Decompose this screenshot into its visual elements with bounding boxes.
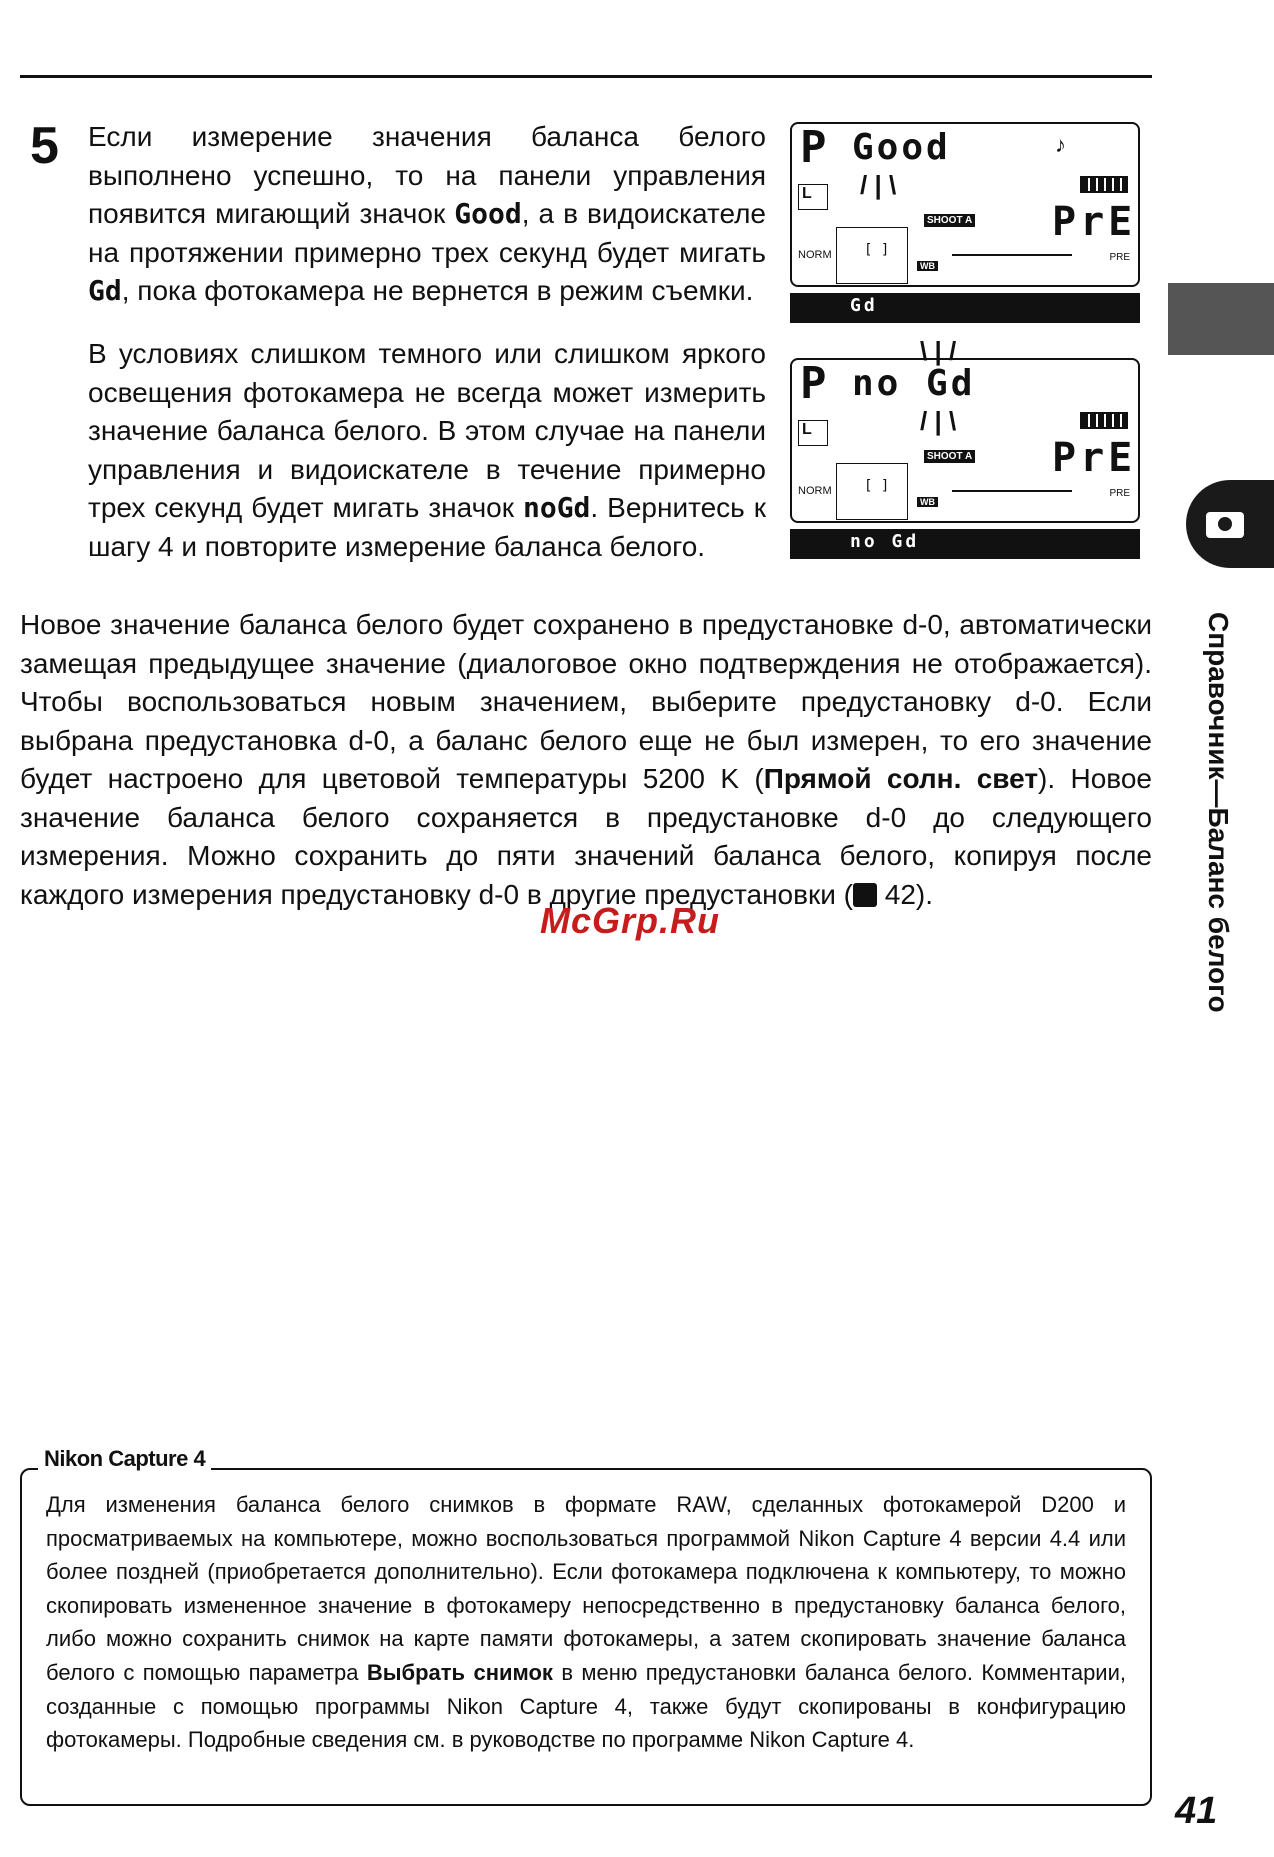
image-size-indicator: L [798, 184, 828, 210]
wb-indicator: WB [917, 497, 938, 507]
camera-lens-icon [1218, 517, 1232, 531]
image-size-indicator: L [798, 420, 828, 446]
select-image-option: Выбрать снимок [366, 1659, 553, 1685]
pre-label: PRE [1109, 488, 1130, 499]
lcd-illustration-nogood [790, 358, 1140, 559]
preset-indicator: PrE [1052, 199, 1137, 245]
step-paragraph-failure: В условиях слишком темного или слишком яркого освещения фотокамера не всегда может измерить значение баланса белого. В этом случае на панели управления и видоискателе в течение примерно трех секунд будет мигать значок noGd. Вернитесь к шагу 4 и повторите измерение баланса белого. [88, 338, 766, 562]
blink-rays-icon: / | \ [860, 170, 897, 200]
af-bracket: [ ] [864, 478, 890, 494]
good-indicator: Good [454, 197, 522, 230]
step-paragraph-success: Если измерение значения баланса белого выполнено успешно, то на панели управления появится мигающий значок Good, а в видоискателе на протяжении примерно трех секунд будет мигать Gd, пока фотокамера не вернется в режим съемки. [88, 121, 767, 307]
blink-rays-icon: \ | / [920, 336, 957, 366]
af-bracket: [ ] [864, 242, 890, 258]
shooting-bank: SHOOT A [924, 214, 975, 227]
battery-icon [1080, 176, 1128, 193]
quality-indicator: NORM [798, 485, 832, 497]
beep-icon: ♪ [1055, 132, 1066, 157]
shooting-bank: SHOOT A [924, 450, 975, 463]
pre-label: PRE [1109, 252, 1130, 263]
page-reference: 42 [884, 878, 916, 910]
control-panel-display [790, 122, 1140, 287]
gd-indicator: Gd [88, 274, 122, 307]
lcd-message: Good [852, 127, 951, 168]
section-tab [1168, 283, 1274, 355]
page-number: 41 [1175, 1790, 1218, 1832]
wb-indicator: WB [917, 261, 938, 271]
step-number: 5 [30, 117, 59, 175]
viewfinder-display [790, 529, 1140, 559]
lcd-illustration-good [790, 122, 1140, 323]
note-body: Для изменения баланса белого снимков в формате RAW, сделанных фотокамерой D200 и просматриваемых на компьютере, можно воспользоваться программой Nikon Capture 4 версии 4.4 или более поздней (приобретается дополнительно). Если фотокамера подключена к компьютеру, то можно скопировать измененное значение в фотокамеру непосредственно в предустановку баланса белого, либо можно сохранить снимок на карте памяти фотокамеры, а затем скопировать значение баланса белого с помощью параметра Выбрать снимок в меню предустановки баланса белого. Комментарии, созданные с помощью программы Nikon Capture 4, также будут скопированы в конфигурацию фотокамеры. Подробные сведения см. в руководстве по программе Nikon Capture 4. [46, 1492, 1126, 1753]
viewfinder-message: no Gd [850, 531, 920, 552]
direct-sun-setting: Прямой солн. свет [763, 763, 1039, 794]
side-section-label: Справочник—Баланс белого [1203, 612, 1234, 1013]
exposure-mode: P [800, 358, 827, 409]
blink-rays-icon: / | \ [920, 406, 957, 436]
lcd-divider [952, 490, 1072, 492]
nogd-indicator: noGd [522, 491, 591, 524]
preset-indicator: PrE [1052, 435, 1137, 481]
lcd-message: no Gd [852, 363, 976, 404]
main-paragraph: Новое значение баланса белого будет сохранено в предустановке d-0, автоматически замещая предыдущее значение (диалоговое окно подтверждения не отображается). Чтобы воспользоваться новым значением, выберите предустановку d-0. Если выбрана предустановка d-0, а баланс белого еще не был измерен, то его значение будет настроено для цветовой температуры 5200 K (Прямой солн. свет). Новое значение баланса белого сохраняется в предустановке d-0 до следующего измерения. Можно сохранить до пяти значений баланса белого, копируя после каждого измерения предустановку d-0 в другие предустановки ( 42). [20, 609, 1152, 910]
page-reference-icon [853, 883, 877, 907]
control-panel-display [790, 358, 1140, 523]
exposure-mode: P [800, 122, 827, 173]
battery-icon [1080, 412, 1128, 429]
watermark: McGrp.Ru [540, 900, 721, 941]
lcd-divider [952, 254, 1072, 256]
quality-indicator: NORM [798, 249, 832, 261]
viewfinder-message: Gd [850, 295, 878, 316]
top-rule [20, 75, 1152, 78]
note-title: Nikon Capture 4 [38, 1446, 211, 1472]
viewfinder-display [790, 293, 1140, 323]
